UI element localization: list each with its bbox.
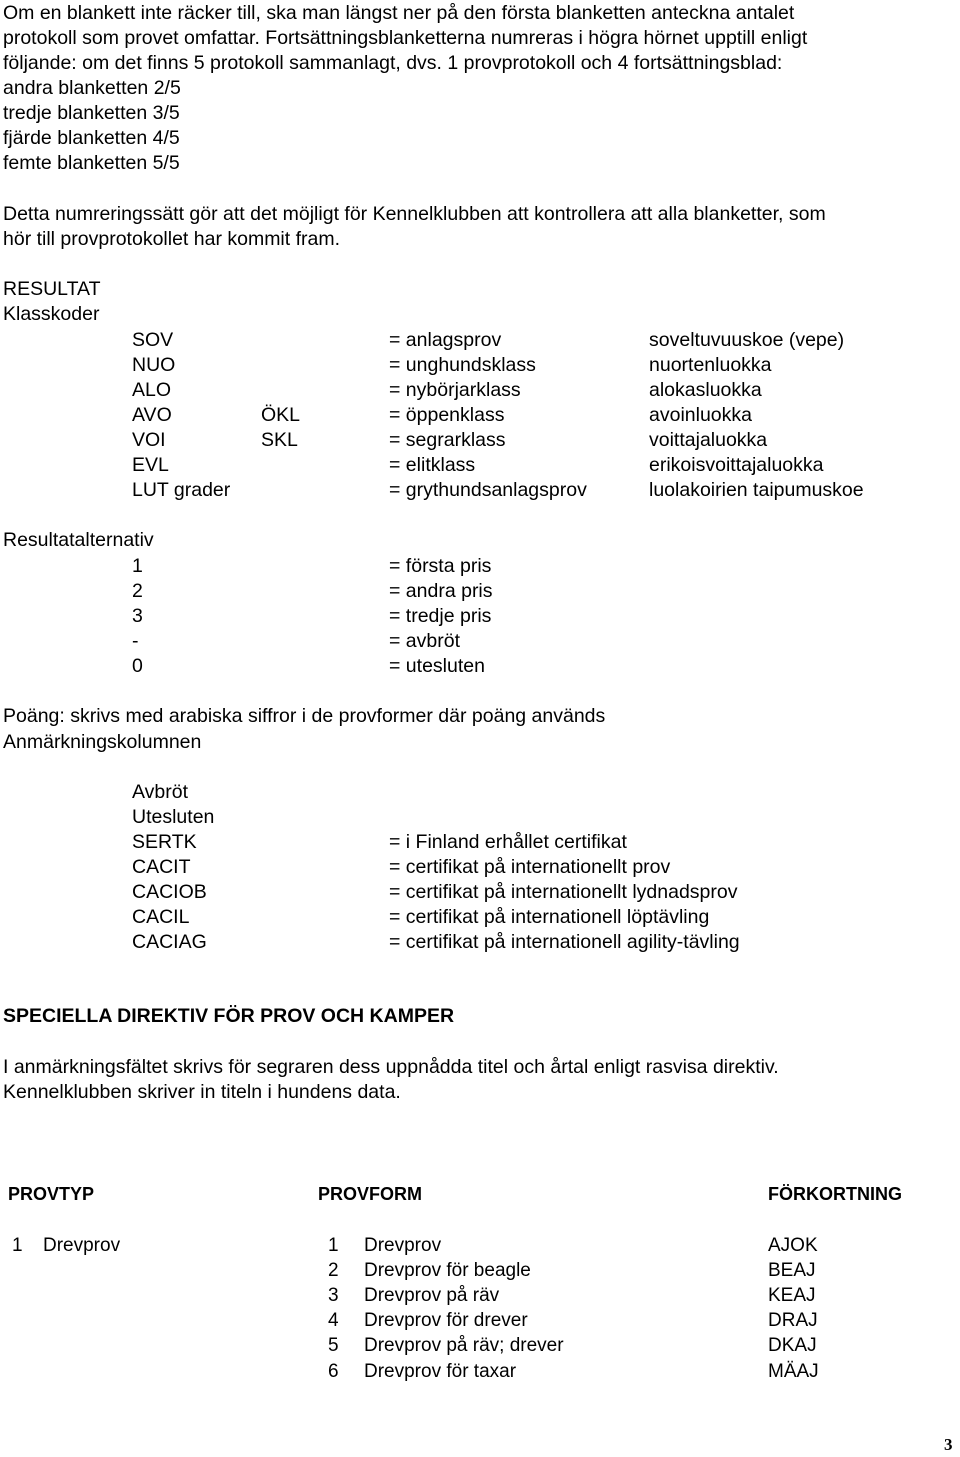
provform-name: Drevprov för drever [364,1310,528,1331]
note-line-1: Detta numreringssätt gör att det möjligt för Kennelklubben att kontrollera att alla blanketter, som [3,203,826,225]
provform-header: PROVFORM [318,1184,423,1204]
class-meaning: = unghundsklass [389,354,536,376]
class-code: ALO [132,379,172,401]
result-meaning: = första pris [389,555,492,577]
result-code: 2 [132,580,143,602]
result-meaning: = utesluten [389,655,485,677]
forkortning-header: FÖRKORTNING [768,1184,902,1204]
provform-abbr: KEAJ [768,1285,816,1306]
provform-abbr: BEAJ [768,1260,816,1281]
class-meaning: = öppenklass [389,404,505,426]
speciella-line-2: Kennelklubben skriver in titeln i hundens data. [3,1081,401,1103]
poang-line: Poäng: skrivs med arabiska siffror i de provformer där poäng används [3,705,606,727]
remark-code: Utesluten [132,806,215,828]
class-alt-code: SKL [261,429,298,451]
remark-meaning: = i Finland erhållet certifikat [389,831,627,853]
result-meaning: = avbröt [389,630,461,652]
class-code: AVO [132,404,172,426]
provtyp-name: Drevprov [43,1235,121,1256]
class-meaning: = anlagsprov [389,329,502,351]
class-meaning: = elitklass [389,454,476,476]
intro-line-2: protokoll som provet omfattar. Fortsättningsblanketterna numreras i högra hörnet upptill enligt [3,27,808,49]
anmarkning-heading: Anmärkningskolumnen [3,731,202,753]
provform-name: Drevprov för taxar [364,1361,517,1382]
provform-name: Drevprov på räv; drever [364,1335,564,1356]
note-line-2: hör till provprotokollet har kommit fram. [3,228,341,250]
class-meaning: = segrarklass [389,429,506,451]
result-meaning: = andra pris [389,580,493,602]
class-code: SOV [132,329,174,351]
remark-code: CACIL [132,906,190,928]
remark-code: CACIAG [132,931,207,953]
result-code: - [132,630,139,652]
intro-line-1: Om en blankett inte räcker till, ska man längst ner på den första blanketten anteckna antalet [3,2,795,24]
klasskoder-heading: Klasskoder [3,303,100,325]
remark-meaning: = certifikat på internationellt lydnadsprov [389,881,738,903]
provform-num: 1 [328,1235,339,1256]
page-example: tredje blanketten 3/5 [3,102,180,124]
class-code: VOI [132,429,166,451]
page-example: andra blanketten 2/5 [3,77,181,99]
class-finnish: soveltuvuuskoe (vepe) [649,329,845,351]
provform-abbr: DRAJ [768,1310,818,1331]
result-code: 0 [132,655,143,677]
page-number: 3 [944,1435,953,1454]
remark-code: SERTK [132,831,197,853]
speciella-heading: SPECIELLA DIREKTIV FÖR PROV OCH KAMPER [3,1005,455,1027]
provform-abbr: AJOK [768,1235,818,1256]
provform-num: 5 [328,1335,339,1356]
remark-meaning: = certifikat på internationell löptävling [389,906,710,928]
provform-name: Drevprov på räv [364,1285,500,1306]
class-finnish: nuortenluokka [649,354,772,376]
provform-name: Drevprov [364,1235,442,1256]
class-finnish: erikoisvoittajaluokka [649,454,824,476]
provform-abbr: DKAJ [768,1335,817,1356]
class-finnish: alokasluokka [649,379,762,401]
provtyp-header: PROVTYP [8,1184,95,1204]
remark-code: CACIOB [132,881,207,903]
speciella-line-1: I anmärkningsfältet skrivs för segraren dess uppnådda titel och årtal enligt rasvisa direktiv. [3,1056,779,1078]
class-finnish: voittajaluokka [649,429,768,451]
intro-line-3: följande: om det finns 5 protokoll sammanlagt, dvs. 1 provprotokoll och 4 fortsättningsblad: [3,52,783,74]
class-meaning: = grythundsanlagsprov [389,479,587,501]
resultat-heading: RESULTAT [3,278,101,300]
remark-meaning: = certifikat på internationellt prov [389,856,671,878]
provform-abbr: MÄAJ [768,1361,819,1382]
provtyp-num: 1 [12,1235,23,1256]
remark-code: Avbröt [132,781,189,803]
provform-num: 3 [328,1285,339,1306]
result-code: 1 [132,555,143,577]
class-alt-code: ÖKL [261,404,301,426]
provform-name: Drevprov för beagle [364,1260,531,1281]
page-example: fjärde blanketten 4/5 [3,127,180,149]
resultatalternativ-heading: Resultatalternativ [3,529,154,551]
provform-num: 2 [328,1260,339,1281]
remark-meaning: = certifikat på internationell agility-tävling [389,931,740,953]
class-meaning: = nybörjarklass [389,379,521,401]
class-finnish: luolakoirien taipumuskoe [649,479,864,501]
page-example: femte blanketten 5/5 [3,152,180,174]
provform-num: 4 [328,1310,339,1331]
class-code: NUO [132,354,176,376]
result-meaning: = tredje pris [389,605,492,627]
provform-num: 6 [328,1361,339,1382]
class-code: LUT grader [132,479,231,501]
remark-code: CACIT [132,856,191,878]
result-code: 3 [132,605,143,627]
class-finnish: avoinluokka [649,404,752,426]
class-code: EVL [132,454,169,476]
